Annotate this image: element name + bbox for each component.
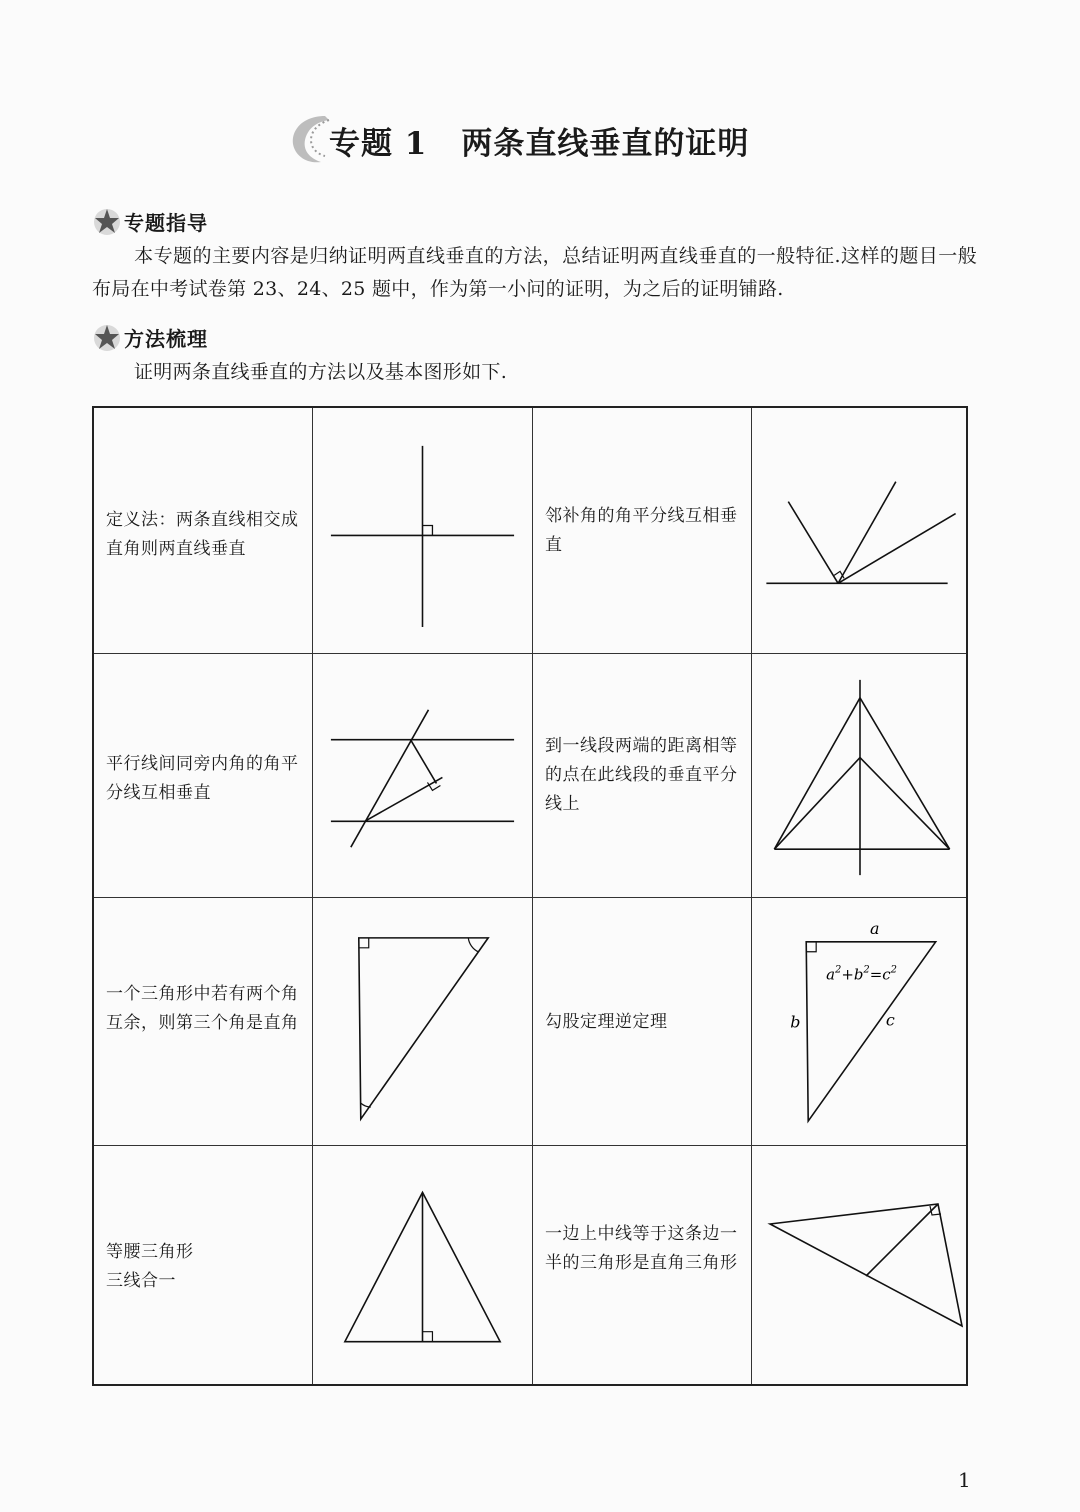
method-text: 等腰三角形 三线合一 (106, 1242, 194, 1291)
figure-median-right-triangle (752, 1146, 966, 1384)
method-text: 邻补角的角平分线互相垂直 (545, 506, 738, 555)
figure-right-triangle-complementary (313, 898, 533, 1146)
method-text: 平行线间同旁内角的角平分线互相垂直 (106, 754, 299, 803)
method-text: 定义法：两条直线相交成直角则两直线垂直 (106, 510, 299, 559)
method-cell-definition (94, 408, 313, 654)
methods-table (92, 406, 968, 1386)
section-label: 方法梳理 (124, 326, 208, 351)
topic-title: 两条直线垂直的证明 (461, 126, 750, 162)
figure-perpendicular-lines (313, 408, 533, 654)
method-text: 勾股定理逆定理 (545, 1012, 668, 1032)
figure-perpendicular-bisector (752, 654, 966, 898)
figure-isosceles-triangle (313, 1146, 533, 1384)
method-cell-supplementary-bisectors (533, 408, 752, 654)
method-text: 到一线段两端的距离相等的点在此线段的垂直平分线上 (545, 736, 738, 814)
method-text: 一个三角形中若有两个角互余，则第三个角是直角 (106, 984, 299, 1033)
method-text: 一边上中线等于这条边一半的三角形是直角三角形 (545, 1224, 738, 1273)
side-label-c: c (885, 1010, 895, 1030)
side-label-a: a (869, 918, 880, 938)
side-label-b: b (790, 1012, 801, 1032)
method-cell-pythagorean-converse (533, 898, 752, 1146)
method-cell-isosceles (94, 1146, 313, 1384)
section-label: 专题指导 (124, 210, 208, 235)
method-cell-perpendicular-bisector (533, 654, 752, 898)
method-cell-median-half-side (533, 1146, 752, 1384)
method-cell-complementary-angles (94, 898, 313, 1146)
page-number: 1 (958, 1468, 971, 1492)
star-icon (92, 322, 122, 352)
figure-supplementary-bisectors (752, 408, 966, 654)
topic-number: 专题 1 (329, 126, 428, 162)
section-header-methods (92, 320, 208, 354)
section-header-guidance (92, 204, 208, 238)
chapter-title (285, 108, 805, 168)
figure-parallel-bisectors (313, 654, 533, 898)
figure-pythagorean-triangle (752, 898, 966, 1146)
methods-intro: 证明两条直线垂直的方法以及基本图形如下. (134, 361, 508, 383)
method-cell-parallel-bisectors (94, 654, 313, 898)
pythagorean-formula: $a^2+b^2=c^2$ (826, 964, 897, 984)
guidance-paragraph: 本专题的主要内容是归纳证明两直线垂直的方法，总结证明两直线垂直的一般特征.这样的题目一般布局在中考试卷第 23、24、25 题中，作为第一小问的证明，为之后的证明铺路. (92, 245, 977, 300)
star-icon (92, 206, 122, 236)
